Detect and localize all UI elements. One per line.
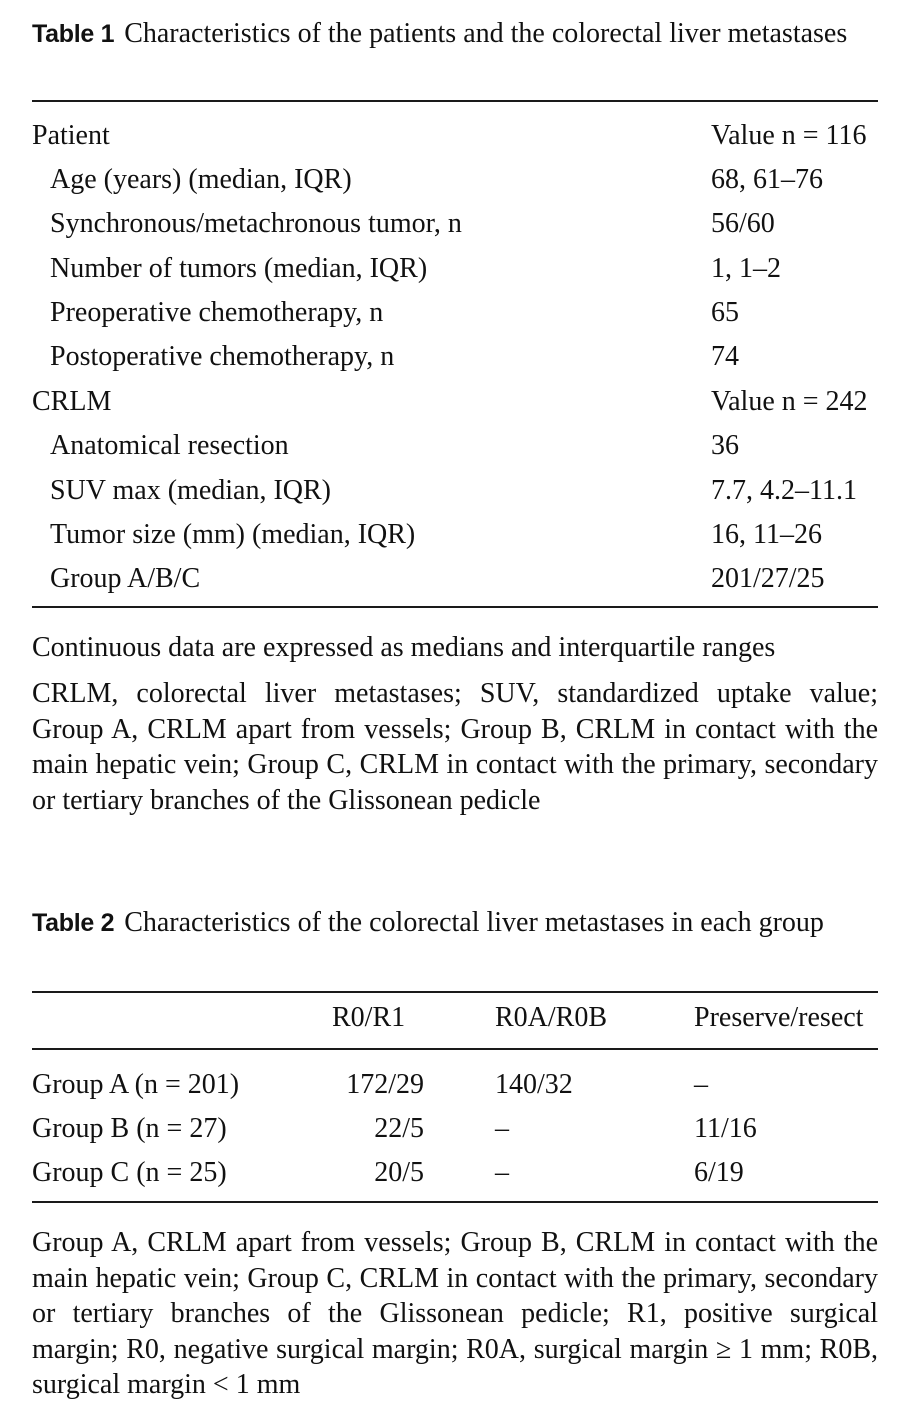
- table1-section-value: Value n = 242: [711, 386, 868, 417]
- table2-footnote: Group A, CRLM apart from vessels; Group B, CRLM in contact with the main hepatic vein; Group C, CRLM in contact with the primary, secondary or tertiary branches of the Glissonean pedicle; R1, positive surgical margin; R0, negative surgical margin; R0A, surgical margin ≥ 1 mm; R0B, surgical margin < 1 mm: [32, 1227, 878, 1400]
- table1-row-label: Postoperative chemotherapy, n: [50, 341, 395, 372]
- table2-cell-r0ar0b: –: [495, 1113, 509, 1144]
- table2-bottom-rule: [32, 1201, 878, 1203]
- table1-row: [32, 513, 878, 557]
- table1-row-label: Preoperative chemotherapy, n: [50, 297, 384, 328]
- table1-row-value: 65: [711, 297, 739, 328]
- table1-row-crlm: [32, 380, 878, 424]
- table1-row-label: Tumor size (mm) (median, IQR): [50, 519, 416, 550]
- table2-caption: [32, 905, 878, 941]
- table1-row-value: 68, 61–76: [711, 164, 823, 195]
- table2-cell-preserve: 11/16: [694, 1113, 757, 1144]
- table1-row-value: 16, 11–26: [711, 519, 822, 550]
- table1-bottom-rule: [32, 606, 878, 608]
- table1-row-label: Synchronous/metachronous tumor, n: [50, 208, 462, 239]
- table1-row: [32, 335, 878, 379]
- table1-row: [32, 424, 878, 468]
- table1-row: [32, 202, 878, 246]
- table1-footnote: Continuous data are expressed as medians and interquartile ranges: [32, 632, 776, 663]
- table2-caption-text: Characteristics of the colorectal liver metastases in each group: [124, 907, 824, 938]
- table2-cell-group: Group B (n = 27): [32, 1113, 227, 1144]
- table2-cell-group: Group A (n = 201): [32, 1069, 240, 1100]
- table1-row: [32, 291, 878, 335]
- table2-label: Table 2: [32, 909, 115, 937]
- table1-row-value: 7.7, 4.2–11.1: [711, 475, 857, 506]
- table1-section-value: Value n = 116: [711, 120, 867, 151]
- table2-cell-r0r1: 20/5: [374, 1157, 424, 1188]
- table1-caption: [32, 16, 878, 52]
- table2-cell-group: Group C (n = 25): [32, 1157, 227, 1188]
- table1-row-value: 74: [711, 341, 739, 372]
- table1-row-value: 1, 1–2: [711, 253, 781, 284]
- table1-caption-text: Characteristics of the patients and the colorectal liver metastases: [124, 18, 848, 49]
- table2-header-r0ar0b: R0A/R0B: [495, 1002, 608, 1033]
- table1-footnote: CRLM, colorectal liver metastases; SUV, standardized uptake value; Group A, CRLM apart from vessels; Group B, CRLM in contact with the main hepatic vein; Group C, CRLM in contact with the primary, secondary or tertiary branches of the Glissonean pedicle: [32, 678, 878, 816]
- table2-cell-r0ar0b: –: [495, 1157, 509, 1188]
- table1-row-label: Group A/B/C: [50, 563, 201, 594]
- table1-row: [32, 469, 878, 513]
- table1-row-label: Number of tumors (median, IQR): [50, 253, 428, 284]
- table2-top-rule: [32, 991, 878, 993]
- table2-cell-r0ar0b: 140/32: [495, 1069, 573, 1100]
- table1-row-value: 56/60: [711, 208, 775, 239]
- table2-cell-r0r1: 22/5: [374, 1113, 424, 1144]
- table1-row-value: 201/27/25: [711, 563, 825, 594]
- table2-cell-preserve: 6/19: [694, 1157, 744, 1188]
- table2-cell-preserve: –: [694, 1069, 708, 1100]
- table1-row-patient: [32, 114, 878, 158]
- table1-row: [32, 158, 878, 202]
- table2-header-rule: [32, 1048, 878, 1050]
- table2-header-r0r1: R0/R1: [332, 1002, 406, 1033]
- table1-row-value: 36: [711, 430, 739, 461]
- table1-row-label: Age (years) (median, IQR): [50, 164, 352, 195]
- table1-row-label: SUV max (median, IQR): [50, 475, 331, 506]
- table2-header-preserve: Preserve/resect: [694, 1002, 864, 1033]
- table1-label: Table 1: [32, 20, 115, 48]
- table1-row-label: Anatomical resection: [50, 430, 289, 461]
- table1-section-label: Patient: [32, 120, 110, 151]
- table1-row: [32, 247, 878, 291]
- table1-row: [32, 557, 878, 601]
- table2-cell-r0r1: 172/29: [346, 1069, 424, 1100]
- table1-top-rule: [32, 100, 878, 102]
- table1-section-label: CRLM: [32, 386, 112, 417]
